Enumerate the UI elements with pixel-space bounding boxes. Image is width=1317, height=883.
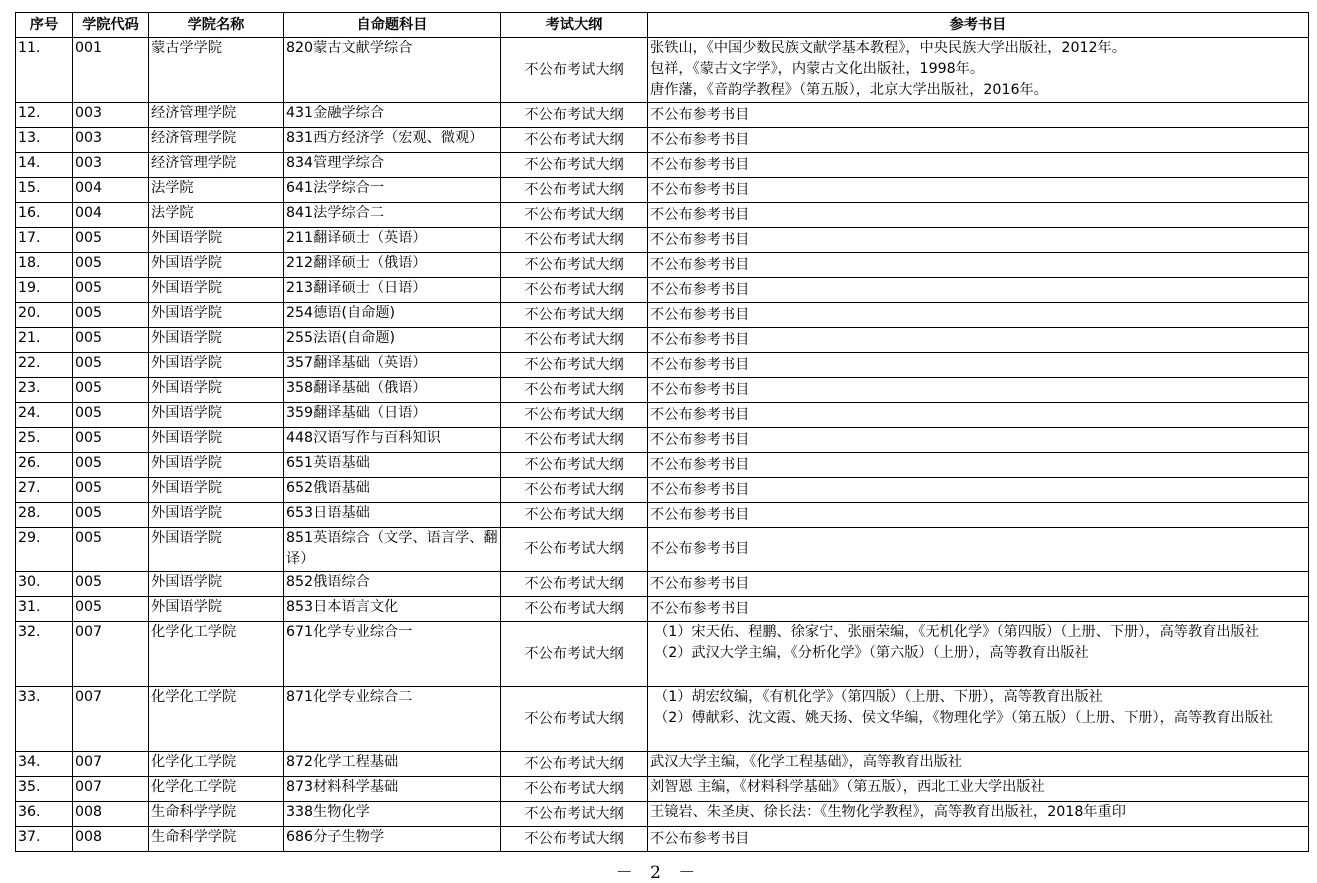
college-name: 外国语学院 [149, 428, 284, 453]
table-row [16, 303, 1309, 328]
row-no: 21. [16, 328, 73, 353]
reference-book-line: 唐作藩，《音韵学教程》（第五版），北京大学出版社，2016年。 [650, 82, 1048, 98]
reference-books [648, 428, 1309, 453]
reference-book-line: 张铁山，《中国少数民族文献学基本教程》，中央民族大学出版社，2012年。 [650, 40, 1126, 56]
exam-outline: 不公布考试大纲 [501, 128, 648, 153]
exam-outline: 不公布考试大纲 [501, 453, 648, 478]
college-name: 法学院 [149, 178, 284, 203]
subject: 651英语基础 [284, 453, 501, 478]
subject: 852俄语综合 [284, 572, 501, 597]
college-code: 005 [73, 453, 149, 478]
table-row [16, 38, 1309, 103]
exam-outline: 不公布考试大纲 [501, 253, 648, 278]
reference-books [648, 178, 1309, 203]
college-code: 005 [73, 572, 149, 597]
row-no: 36. [16, 802, 73, 827]
reference-books [648, 503, 1309, 528]
reference-book-line: 不公布参考书目 [650, 206, 750, 223]
table-row [16, 752, 1309, 777]
row-no: 25. [16, 428, 73, 453]
subject: 641法学综合一 [284, 178, 501, 203]
college-code: 005 [73, 403, 149, 428]
reference-book-line: 刘智恩 主编，《材料科学基础》（第五版），西北工业大学出版社 [650, 779, 1045, 795]
table-row [16, 128, 1309, 153]
row-no: 17. [16, 228, 73, 253]
subject: 211翻译硕士（英语） [284, 228, 501, 253]
row-no: 22. [16, 353, 73, 378]
reference-book-line: 不公布参考书目 [650, 406, 750, 423]
page-number: － 2 － [615, 863, 702, 883]
exam-outline: 不公布考试大纲 [501, 528, 648, 572]
subject: 431金融学综合 [284, 103, 501, 128]
college-code: 007 [73, 777, 149, 802]
row-no: 30. [16, 572, 73, 597]
exam-outline: 不公布考试大纲 [501, 827, 648, 852]
exam-outline: 不公布考试大纲 [501, 428, 648, 453]
table-row [16, 597, 1309, 622]
exam-outline: 不公布考试大纲 [501, 622, 648, 687]
college-name: 外国语学院 [149, 403, 284, 428]
exam-outline: 不公布考试大纲 [501, 353, 648, 378]
subject: 820蒙古文献学综合 [284, 38, 501, 103]
exam-outline: 不公布考试大纲 [501, 328, 648, 353]
row-no: 19. [16, 278, 73, 303]
row-no: 26. [16, 453, 73, 478]
table-row [16, 777, 1309, 802]
reference-book-line: 不公布参考书目 [650, 231, 750, 248]
reference-books [648, 228, 1309, 253]
college-code: 005 [73, 353, 149, 378]
header-college-name: 学院名称 [149, 13, 284, 38]
exam-outline: 不公布考试大纲 [501, 503, 648, 528]
college-code: 005 [73, 303, 149, 328]
subject: 686分子生物学 [284, 827, 501, 852]
college-name: 外国语学院 [149, 353, 284, 378]
row-no: 16. [16, 203, 73, 228]
reference-book-line: 不公布参考书目 [650, 456, 750, 473]
row-no: 31. [16, 597, 73, 622]
header-row [16, 13, 1309, 38]
table-row [16, 827, 1309, 852]
table-row [16, 103, 1309, 128]
exam-outline: 不公布考试大纲 [501, 228, 648, 253]
reference-book-line: 不公布参考书目 [650, 331, 750, 348]
college-name: 外国语学院 [149, 503, 284, 528]
college-name: 外国语学院 [149, 478, 284, 503]
reference-books [648, 403, 1309, 428]
table-row [16, 353, 1309, 378]
reference-book-line: 不公布参考书目 [650, 541, 750, 557]
exam-outline: 不公布考试大纲 [501, 687, 648, 752]
reference-books [648, 328, 1309, 353]
exam-outline: 不公布考试大纲 [501, 278, 648, 303]
college-code: 003 [73, 153, 149, 178]
header-outline: 考试大纲 [501, 13, 648, 38]
reference-books [648, 827, 1309, 852]
table-body [16, 38, 1309, 852]
subject: 871化学专业综合二 [284, 687, 501, 752]
row-no: 11. [16, 38, 73, 103]
reference-books [648, 278, 1309, 303]
row-no: 27. [16, 478, 73, 503]
table-row [16, 802, 1309, 827]
college-code: 005 [73, 328, 149, 353]
college-code: 005 [73, 503, 149, 528]
reference-books [648, 253, 1309, 278]
college-code: 007 [73, 752, 149, 777]
exam-outline: 不公布考试大纲 [501, 378, 648, 403]
header-no: 序号 [16, 13, 73, 38]
row-no: 13. [16, 128, 73, 153]
row-no: 14. [16, 153, 73, 178]
subject: 671化学专业综合一 [284, 622, 501, 687]
college-name: 外国语学院 [149, 328, 284, 353]
reference-book-line: （2）傅献彩、沈文霞、姚天扬、侯文华编，《物理化学》（第五版）（上册、下册），高等教育出版社 [654, 710, 1274, 726]
table-row [16, 428, 1309, 453]
college-name: 外国语学院 [149, 572, 284, 597]
row-no: 23. [16, 378, 73, 403]
row-no: 12. [16, 103, 73, 128]
subject: 254德语(自命题) [284, 303, 501, 328]
college-code: 004 [73, 178, 149, 203]
college-name: 外国语学院 [149, 278, 284, 303]
college-code: 005 [73, 228, 149, 253]
college-name: 经济管理学院 [149, 128, 284, 153]
row-no: 32. [16, 622, 73, 687]
college-name: 外国语学院 [149, 228, 284, 253]
table-row [16, 153, 1309, 178]
reference-book-line: 不公布参考书目 [650, 156, 750, 173]
college-code: 005 [73, 528, 149, 572]
college-code: 005 [73, 253, 149, 278]
header-subject: 自命题科目 [284, 13, 501, 38]
exam-outline: 不公布考试大纲 [501, 777, 648, 802]
reference-book-line: 武汉大学主编，《化学工程基础》，高等教育出版社 [650, 754, 963, 770]
college-code: 005 [73, 478, 149, 503]
reference-book-line: 包祥，《蒙古文字学》，内蒙古文化出版社，1998年。 [650, 61, 985, 77]
exam-outline: 不公布考试大纲 [501, 752, 648, 777]
reference-book-line: 不公布参考书目 [650, 131, 750, 148]
table-row [16, 178, 1309, 203]
table-row [16, 278, 1309, 303]
reference-book-line: 王镜岩、朱圣庚、徐长法：《生物化学教程》，高等教育出版社，2018年重印 [650, 804, 1126, 820]
exam-outline: 不公布考试大纲 [501, 178, 648, 203]
reference-books [648, 478, 1309, 503]
exam-outline: 不公布考试大纲 [501, 153, 648, 178]
college-name: 生命科学学院 [149, 802, 284, 827]
table-row [16, 328, 1309, 353]
table-row [16, 403, 1309, 428]
college-name: 外国语学院 [149, 528, 284, 572]
college-code: 005 [73, 278, 149, 303]
reference-books [648, 687, 1309, 752]
reference-book-line: （2）武汉大学主编，《分析化学》（第六版）（上册），高等教育出版社 [654, 645, 1089, 661]
exam-outline: 不公布考试大纲 [501, 572, 648, 597]
subject: 853日本语言文化 [284, 597, 501, 622]
exam-outline: 不公布考试大纲 [501, 478, 648, 503]
table-row [16, 622, 1309, 687]
college-name: 蒙古学学院 [149, 38, 284, 103]
college-code: 003 [73, 103, 149, 128]
college-code: 007 [73, 622, 149, 687]
college-name: 化学化工学院 [149, 622, 284, 687]
reference-books [648, 453, 1309, 478]
row-no: 20. [16, 303, 73, 328]
reference-books [648, 802, 1309, 827]
exam-outline: 不公布考试大纲 [501, 38, 648, 103]
subject: 357翻译基础（英语） [284, 353, 501, 378]
row-no: 33. [16, 687, 73, 752]
college-name: 法学院 [149, 203, 284, 228]
table-row [16, 228, 1309, 253]
subject: 831西方经济学（宏观、微观） [284, 128, 501, 153]
subject: 212翻译硕士（俄语） [284, 253, 501, 278]
table-row [16, 378, 1309, 403]
college-name: 外国语学院 [149, 453, 284, 478]
exam-outline: 不公布考试大纲 [501, 802, 648, 827]
table-row [16, 203, 1309, 228]
subject: 653日语基础 [284, 503, 501, 528]
college-code: 005 [73, 378, 149, 403]
college-code: 008 [73, 827, 149, 852]
college-code: 004 [73, 203, 149, 228]
college-name: 化学化工学院 [149, 687, 284, 752]
reference-books [648, 622, 1309, 687]
reference-book-line: 不公布参考书目 [650, 381, 750, 398]
subject: 448汉语写作与百科知识 [284, 428, 501, 453]
reference-books [648, 597, 1309, 622]
exam-outline: 不公布考试大纲 [501, 403, 648, 428]
reference-book-line: 不公布参考书目 [650, 306, 750, 323]
row-no: 15. [16, 178, 73, 203]
exam-outline: 不公布考试大纲 [501, 303, 648, 328]
reference-books [648, 777, 1309, 802]
reference-book-line: 不公布参考书目 [650, 256, 750, 273]
reference-book-line: 不公布参考书目 [650, 281, 750, 298]
reference-book-line: （1）胡宏纹编，《有机化学》（第四版）（上册、下册），高等教育出版社 [654, 689, 1103, 705]
exam-outline: 不公布考试大纲 [501, 597, 648, 622]
college-name: 经济管理学院 [149, 153, 284, 178]
subject: 872化学工程基础 [284, 752, 501, 777]
row-no: 24. [16, 403, 73, 428]
subject: 873材料科学基础 [284, 777, 501, 802]
table-row [16, 528, 1309, 572]
subject: 652俄语基础 [284, 478, 501, 503]
college-name: 外国语学院 [149, 303, 284, 328]
table-row [16, 453, 1309, 478]
reference-books [648, 353, 1309, 378]
table-row [16, 503, 1309, 528]
reference-book-line: 不公布参考书目 [650, 181, 750, 198]
row-no: 37. [16, 827, 73, 852]
college-name: 化学化工学院 [149, 777, 284, 802]
reference-book-line: 不公布参考书目 [650, 830, 750, 847]
subject: 834管理学综合 [284, 153, 501, 178]
college-name: 经济管理学院 [149, 103, 284, 128]
subject: 358翻译基础（俄语） [284, 378, 501, 403]
header-college-code: 学院代码 [73, 13, 149, 38]
college-code: 003 [73, 128, 149, 153]
reference-books [648, 752, 1309, 777]
header-books: 参考书目 [648, 13, 1309, 38]
college-name: 外国语学院 [149, 597, 284, 622]
college-code: 007 [73, 687, 149, 752]
reference-book-line: 不公布参考书目 [650, 600, 750, 617]
reference-books [648, 38, 1309, 103]
reference-books [648, 378, 1309, 403]
college-name: 外国语学院 [149, 378, 284, 403]
college-name: 生命科学学院 [149, 827, 284, 852]
reference-books [648, 103, 1309, 128]
reference-book-line: （1）宋天佑、程鹏、徐家宁、张丽荣编，《无机化学》（第四版）（上册、下册），高等教育出版社 [654, 624, 1259, 640]
subject: 255法语(自命题) [284, 328, 501, 353]
row-no: 28. [16, 503, 73, 528]
row-no: 34. [16, 752, 73, 777]
reference-books [648, 528, 1309, 572]
table-row [16, 572, 1309, 597]
college-code: 005 [73, 597, 149, 622]
reference-books [648, 128, 1309, 153]
reference-book-line: 不公布参考书目 [650, 575, 750, 592]
college-code: 005 [73, 428, 149, 453]
subject: 359翻译基础（日语） [284, 403, 501, 428]
reference-books [648, 153, 1309, 178]
row-no: 29. [16, 528, 73, 572]
college-code: 008 [73, 802, 149, 827]
subject: 841法学综合二 [284, 203, 501, 228]
exam-subjects-table [15, 12, 1309, 852]
reference-book-line: 不公布参考书目 [650, 506, 750, 523]
reference-books [648, 203, 1309, 228]
reference-book-line: 不公布参考书目 [650, 481, 750, 498]
reference-books [648, 572, 1309, 597]
row-no: 35. [16, 777, 73, 802]
subject: 851英语综合（文学、语言学、翻译） [284, 528, 501, 572]
subject: 338生物化学 [284, 802, 501, 827]
reference-book-line: 不公布参考书目 [650, 106, 750, 123]
reference-books [648, 303, 1309, 328]
row-no: 18. [16, 253, 73, 278]
table-row [16, 253, 1309, 278]
college-code: 001 [73, 38, 149, 103]
table-row [16, 687, 1309, 752]
subject: 213翻译硕士（日语） [284, 278, 501, 303]
exam-outline: 不公布考试大纲 [501, 203, 648, 228]
college-name: 外国语学院 [149, 253, 284, 278]
reference-book-line: 不公布参考书目 [650, 431, 750, 448]
reference-book-line: 不公布参考书目 [650, 356, 750, 373]
table-row [16, 478, 1309, 503]
college-name: 化学化工学院 [149, 752, 284, 777]
exam-outline: 不公布考试大纲 [501, 103, 648, 128]
